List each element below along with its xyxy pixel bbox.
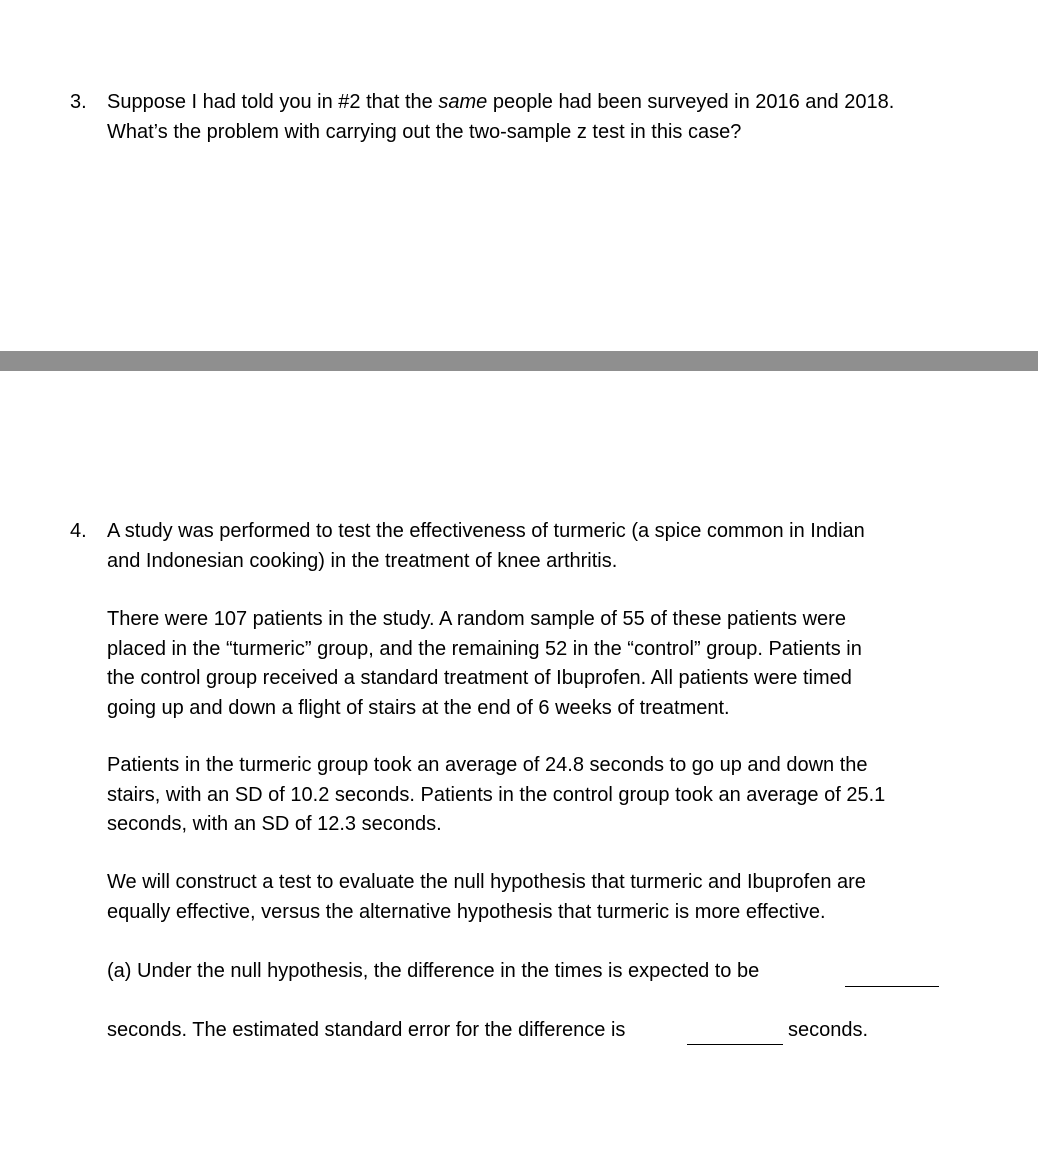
- paragraph-line: Patients in the turmeric group took an average of 24.8 seconds to go up and down the: [107, 754, 868, 776]
- question-4-number: 4.: [70, 520, 87, 542]
- answer-blank-expected-difference[interactable]: [845, 986, 939, 987]
- paragraph-line: the control group received a standard treatment of Ibuprofen. All patients were timed: [107, 667, 852, 689]
- paragraph-line: We will construct a test to evaluate the null hypothesis that turmeric and Ibuprofen are: [107, 871, 866, 893]
- page-divider: [0, 351, 1038, 371]
- question-4-intro-line: A study was performed to test the effectiveness of turmeric (a spice common in Indian: [107, 520, 865, 542]
- emphasis-same: same: [438, 91, 488, 113]
- paragraph-line: stairs, with an SD of 10.2 seconds. Patients in the control group took an average of 25.1: [107, 783, 886, 806]
- question-3-line-1: Suppose I had told you in #2 that the same people had been surveyed in 2016 and 2018.: [107, 91, 895, 113]
- paragraph-line: seconds, with an SD of 12.3 seconds.: [107, 813, 442, 835]
- question-4-intro-line: and Indonesian cooking) in the treatment of knee arthritis.: [107, 549, 618, 572]
- paragraph-line: equally effective, versus the alternative hypothesis that turmeric is more effective.: [107, 900, 826, 923]
- paragraph-line: going up and down a flight of stairs at the end of 6 weeks of treatment.: [107, 696, 730, 719]
- part-a-standard-error-prompt: seconds. The estimated standard error for the difference is: [107, 1019, 626, 1041]
- paragraph-line: placed in the “turmeric” group, and the remaining 52 in the “control” group. Patients in: [107, 637, 862, 660]
- question-3-line-2: What’s the problem with carrying out the two-sample z test in this case?: [107, 120, 742, 143]
- question-3-text: [107, 88, 987, 147]
- question-4-intro: [107, 517, 987, 576]
- part-a-units: seconds.: [788, 1019, 869, 1041]
- part-a-prompt: (a) Under the null hypothesis, the difference in the times is expected to be: [107, 960, 760, 982]
- question-3-number: 3.: [70, 91, 87, 113]
- paragraph-line: There were 107 patients in the study. A random sample of 55 of these patients were: [107, 608, 846, 630]
- answer-blank-standard-error[interactable]: [687, 1044, 783, 1045]
